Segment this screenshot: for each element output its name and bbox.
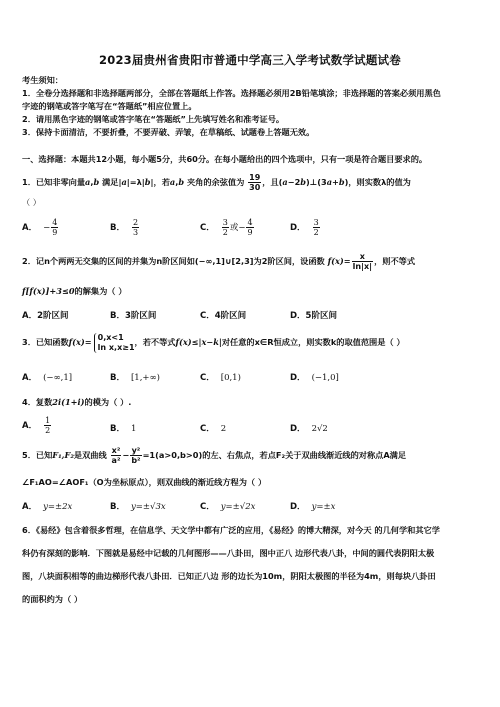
q3-text: 3．已知函数 [22,337,69,347]
q2-option-c[interactable]: C．4阶区间 [200,311,247,321]
q2-text: 为2阶区间，设函数 [253,256,325,266]
question-6-line: 6．《易经》包含着很多哲理，在信息学、天文学中都有广泛的应用，《易经》的博大精深，对今天 的几何学和其它学 [22,525,440,535]
q3-function: f(x)= [68,337,92,347]
q5-fraction: $\frac{\text{x²}}{\text{a²}}$ [111,446,121,465]
q1-paren: （ ） [22,197,41,207]
q2-text: ，则不等式 [374,256,416,266]
q4-option-b[interactable]: B． 1 [110,424,137,434]
question-3-stem [22,330,486,354]
q5-text: 是双曲线 [73,450,107,460]
question-2-stem [22,252,486,271]
question-2-line2 [22,285,486,297]
q4-text: 4．复数 [22,397,53,407]
question-6-line: 图，八块面积相等的曲边梯形代表八卦田．已知正八边 形的边长为10m，阴阳太极图的半径为4m，则每块八卦田 [22,571,436,581]
question-1-stem: 1．已知非零向量a,b 满足|a|=λ|b|，若a,b 夹角的余弦值为 $\frac{19}{30}$ ，且(a−2b)⊥(3a+b)，则实数λ的值为 [22,173,411,192]
q1-text: ，且 [262,177,279,187]
q2-inequality: f[f(x)]+3≤0 [22,286,75,296]
q2-option-a[interactable]: A．2阶区间 [22,311,69,321]
q4-option-d[interactable]: D． 2√2 [290,424,328,434]
notice-item: 3．保持卡面清洁，不要折叠，不要弄破、弄皱，在草稿纸、试题卷上答题无效。 [22,127,315,137]
question-5-line2: ∠F₁AO=∠AOF₁（O为坐标原点），则双曲线的渐近线方程为（ ） [22,477,267,487]
notice-heading: 考生须知： [22,75,63,85]
q1-fraction: $\frac{19}{30}$ [249,173,261,192]
q4-option-c[interactable]: C． 2 [200,424,227,434]
q1-text: 夹角的余弦值为 [186,177,245,187]
q5-equation-tail: =1(a>0,b>0) [142,450,203,460]
q5-text: 的左、右焦点，若点F₂关于双曲线渐近线的对称点A满足 [202,450,407,460]
q2-option-b[interactable]: B．3阶区间 [110,311,157,321]
q3-option-b[interactable]: B． [1,+∞) [110,373,160,383]
q2-text: 2．记n个两两无交集的区间的并集为n阶区间如 [22,256,195,266]
q3-inequality: f(x)≤|x−k| [175,337,222,347]
q2-fraction: $\frac{x}{\ln|x|}$ [352,252,373,271]
q5-option-d[interactable]: D． y=±x [290,502,336,512]
q5-option-b[interactable]: B． y=±√3x [110,502,166,512]
q4-text: 的模为（ ）. [84,397,132,407]
q3-piecewise: 0,x<1 ln x,x≥1 [94,333,135,353]
q1-text: 1．已知非零向量 [22,177,86,187]
q2-option-d[interactable]: D．5阶区间 [290,311,337,321]
q5-option-c[interactable]: C． y=±√2x [200,502,256,512]
q1-option-b[interactable]: B． $\frac{2}{3}$ [110,218,139,237]
q2-interval: (−∞,1]∪[2,3] [194,256,254,266]
q5-foci: F₁,F₂ [52,450,74,460]
q1-text: 满足 [102,177,119,187]
q3-text: ，若不等式 [134,337,176,347]
q4-expression: 2i(1+i) [52,397,85,407]
notice-item: 字迹的钢笔或答字笔写在“答题纸”相应位置上。 [22,101,197,111]
q1-option-a[interactable]: A． − $\frac{4}{9}$ [22,218,58,237]
question-6-line: 的面积约为（ ） [22,594,83,604]
page-title: 2023届贵州省贵阳市普通中学高三入学考试数学试题试卷 [99,53,401,67]
q5-option-a[interactable]: A． y=±2x [22,502,73,512]
q3-option-a[interactable]: A． (−∞,1] [22,373,73,383]
notice-item: 2．请用黑色字迹的钢笔或答字笔在“答题纸”上先填写姓名和准考证号。 [22,114,285,124]
q3-text: 对任意的x∈R恒成立，则实数k的取值范围是（ ） [221,337,405,347]
q1-text: ，若 [153,177,170,187]
q3-option-c[interactable]: C． [0,1) [200,373,241,383]
q5-text: 5．已知 [22,450,53,460]
q5-fraction: $\frac{\text{y²}}{\text{b²}}$ [131,446,141,465]
q1-text: ，则实数λ的值为 [348,177,411,187]
q1-option-c[interactable]: C． $\frac{3}{2}$ 或− $\frac{4}{9}$ [200,218,253,237]
q3-option-d[interactable]: D． (−1,0] [290,373,339,383]
question-4-stem [22,396,486,408]
q4-option-a[interactable]: A． $\frac{1}{2}$ [22,416,51,435]
q2-text: 的解集为（ ） [74,286,127,296]
notice-item: 1．全卷分选择题和非选择题两部分，全部在答题纸上作答。选择题必须用2B铅笔填涂；非选择题的答案必须用黑色 [22,88,441,98]
question-6-line: 科仍有深刻的影响．下图就是易经中记载的几何图形——八卦田，图中正八 边形代表八卦，中间的圆代表阴阳太极 [22,548,435,558]
question-5-stem: 5．已知F₁,F₂是双曲线 $\frac{\text{x²}}{\text{a²}}$ − $\frac{\text{y²}}{\text{b²}}$ =1(a>0,b>0)的左、右焦点，若点F₂关于双曲线渐近线的对称点A满足 [22,446,407,465]
section-heading: 一、选择题：本题共12小题，每小题5分，共60分。在每小题给出的四个选项中，只有一项是符合题目要求的。 [22,154,428,164]
q2-function: f(x)= [327,256,351,266]
q1-option-d[interactable]: D． $\frac{3}{2}$ [290,218,319,237]
